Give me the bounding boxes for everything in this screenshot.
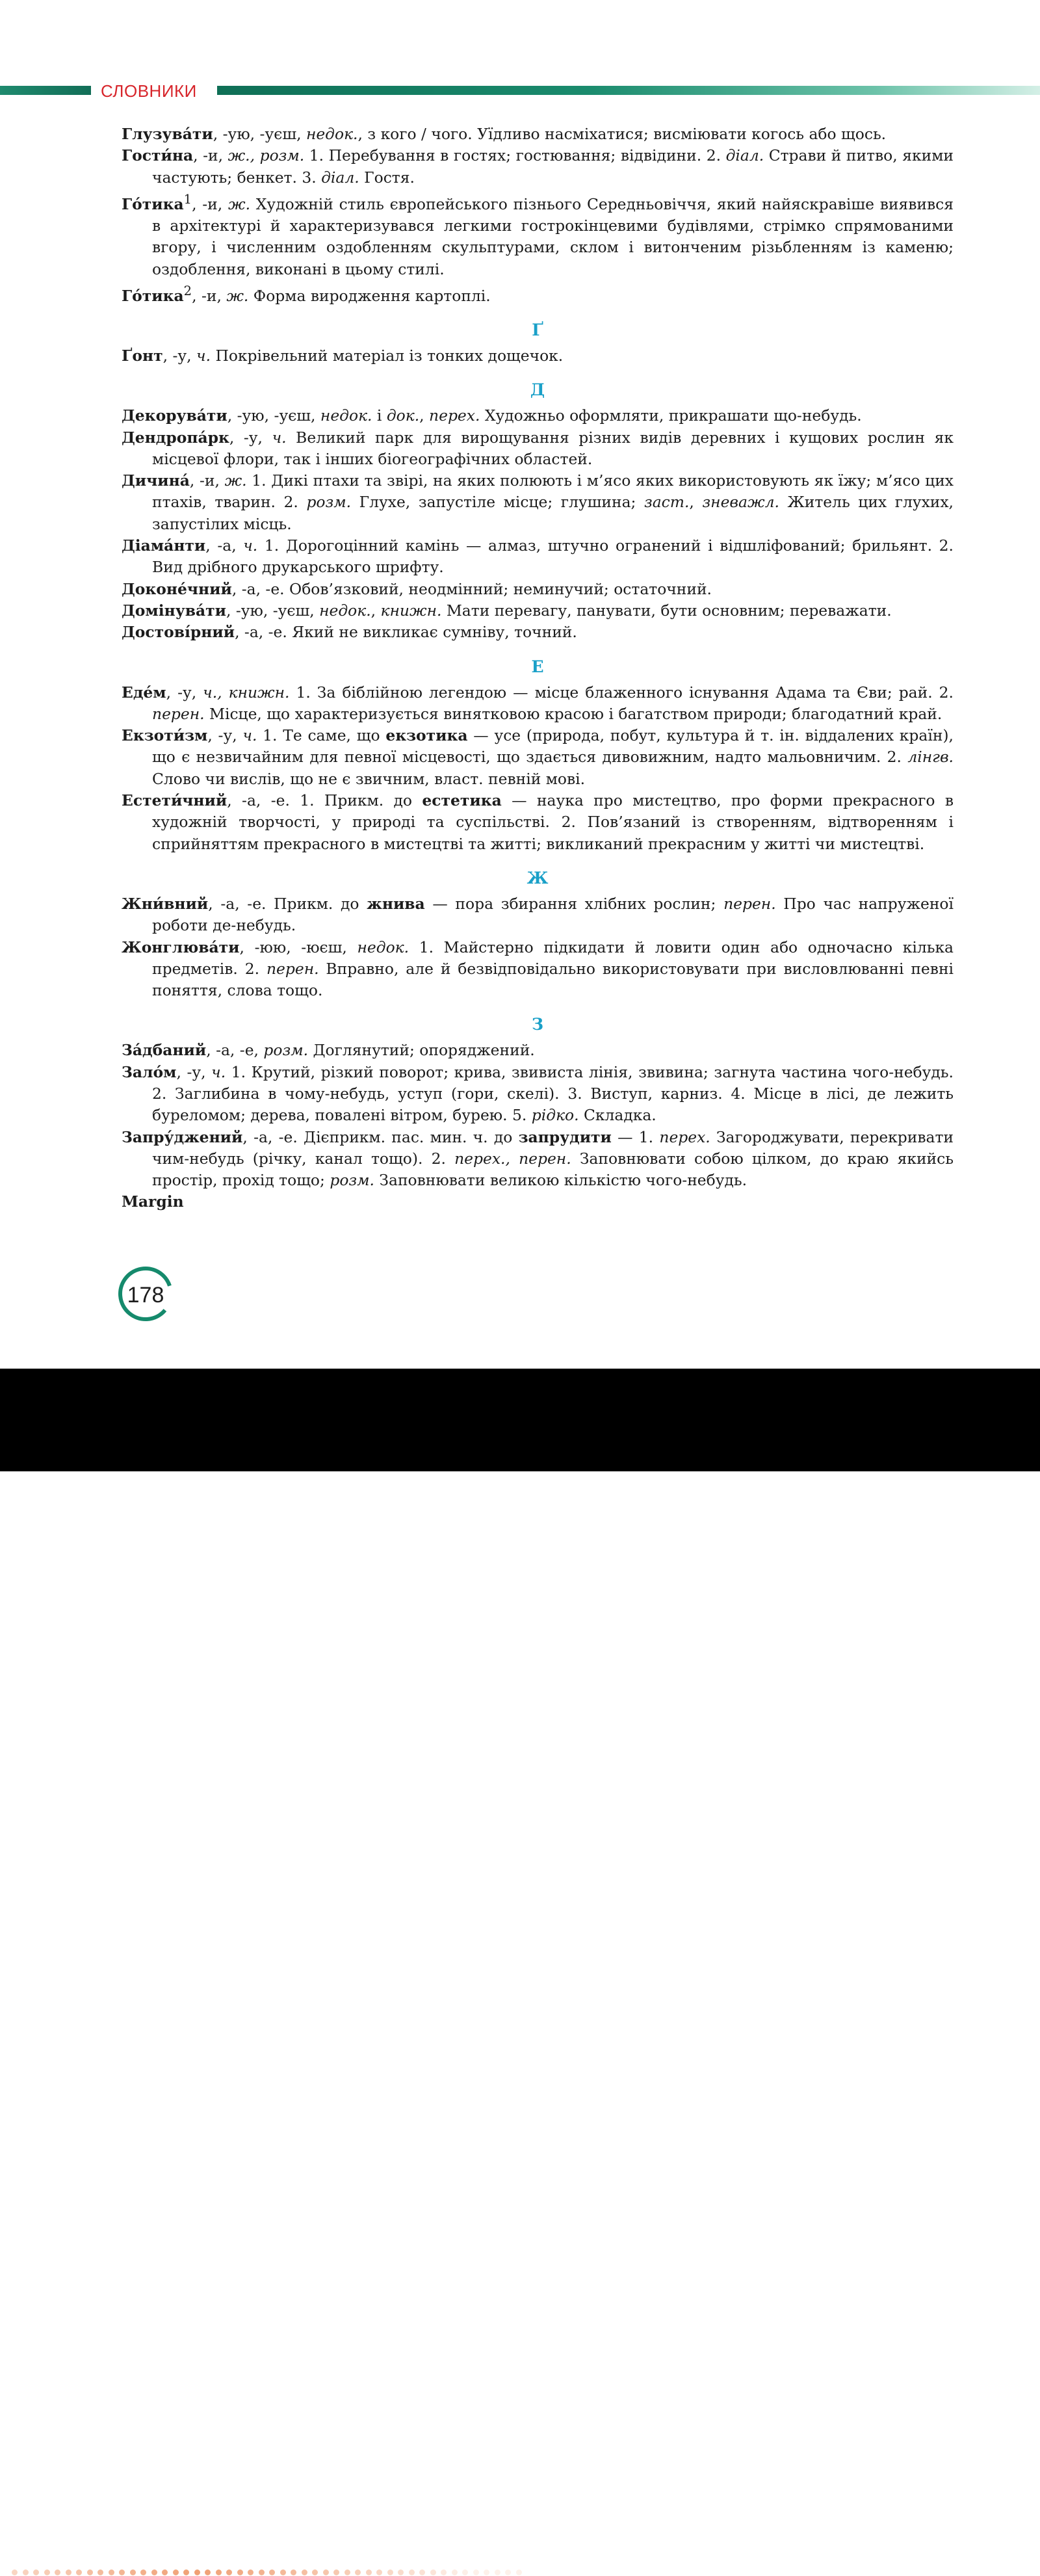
- footer-dot: [495, 2569, 500, 2575]
- footer-dot: [151, 2569, 157, 2575]
- dictionary-entry: Го́тика$^1$, -и, ж. Художній стиль європейського пізнього Середньовіччя, який найяскравіше виявився в архітектурі й характеризувався легкими гострокінцевими будівлями, стрімко спрямованими вгору, і численним оздобленням скульптурами, склом і витонченим різьбленням із каменю; оздоблення, виконані в цьому стилі.: [122, 191, 954, 278]
- page-footer: [0, 1261, 533, 1320]
- section-letter: Е: [531, 657, 544, 676]
- footer-dot: [333, 2569, 339, 2575]
- section-letter: Д: [530, 380, 545, 400]
- footer-dot: [44, 2569, 50, 2575]
- dictionary-entry: Діама́нти, -а, ч. 1. Дорогоцінний камінь — алмаз, штучно огранений і відшліфований; брильянт. 2. Вид дрібного друкарського шрифту.: [122, 536, 954, 577]
- footer-dot: [505, 2569, 511, 2575]
- footer-dot: [140, 2569, 146, 2575]
- footer-dot: [226, 2569, 232, 2575]
- footer-dot: [291, 2569, 296, 2575]
- footer-dot: [248, 2569, 254, 2575]
- footer-dot: [462, 2569, 468, 2575]
- footer-dot: [366, 2569, 372, 2575]
- footer-dot: [76, 2569, 82, 2575]
- footer-dot: [55, 2569, 60, 2575]
- footer-dot: [344, 2569, 350, 2575]
- header-bar-left: [0, 86, 91, 95]
- header-bar-right: [217, 86, 1040, 95]
- dictionary-entry: Домінува́ти, -ую, -уєш, недок., книжн. Мати перевагу, панувати, бути основним; переважати.: [122, 601, 892, 620]
- bottom-band: [0, 1369, 1040, 1471]
- footer-dot: [119, 2569, 125, 2575]
- dictionary-entry: Естети́чний, -а, -е. 1. Прикм. до естетика — наука про мистецтво, про форми прекрасного в художній творчості, у природі та суспільстві. 2. Пов’язаний із створенням, відтворенням і сприйняттям прекрасного в мистецтві та житті; викликаний прекрасним у житті чи мистецтві.: [122, 791, 954, 853]
- dictionary-content: [122, 124, 954, 1213]
- footer-dot: [376, 2569, 382, 2575]
- section-letter: Ґ: [532, 320, 543, 339]
- dictionary-entry: Еде́м, -у, ч., книжн. 1. За біблійною легендою — місце блаженного існування Адама та Єви; рай. 2. перен. Місце, що характеризується винятковою красою і багатством природи; благодатний край.: [122, 683, 954, 723]
- dictionary-entry: Дичина́, -и, ж. 1. Дикі птахи та звірі, на яких полюють і м’ясо яких використовують як їжу; м’ясо цих птахів, тварин. 2. розм. Глухе, запустіле місце; глушина; заст., зневажл. Житель цих глухих, запустілих місць.: [122, 471, 954, 533]
- footer-dot: [109, 2569, 114, 2575]
- footer-dot: [66, 2569, 72, 2575]
- footer-dot: [398, 2569, 404, 2575]
- page-number: 178: [127, 1283, 164, 1308]
- footer-dot: [12, 2569, 18, 2575]
- dictionary-entry: Дендропа́рк, -у, ч. Великий парк для вирощування різних видів деревних і кущових рослин як місцевої флори, так і інших біогеографічних областей.: [122, 428, 954, 468]
- footer-dot: [216, 2569, 222, 2575]
- footer-dot: [430, 2569, 436, 2575]
- dictionary-entry: Зало́м, -у, ч. 1. Крутий, різкий поворот; крива, звивиста лінія, звивина; загнута частина чого-небудь. 2. Заглибина в чому-небудь, уступ (гори, скелі). 3. Виступ, карниз. 4. Місце в лісі, де лежить буреломом; дерева, повалені вітром, бурею. 5. рідко. Складка.: [122, 1062, 954, 1125]
- footer-dot: [323, 2569, 329, 2575]
- dictionary-entry: Доконе́чний, -а, -е. Обов’язковий, неодмінний; неминучий; остаточний.: [122, 579, 712, 598]
- dictionary-entry: Гости́на, -и, ж., розм. 1. Перебування в гостях; гостювання; відвідини. 2. діал. Страви й питво, якими частують; бенкет. 3. діал. Гостя.: [122, 146, 954, 187]
- footer-dot: [259, 2569, 265, 2575]
- dictionary-entry: Жонглюва́ти, -юю, -юєш, недок. 1. Майстерно підкидати й ловити один або одночасно кілька предметів. 2. перен. Вправно, але й безвідповідально використовувати при висловлюванні певні поняття, слова тощо.: [122, 938, 954, 1000]
- footer-dot: [302, 2569, 307, 2575]
- footer-dot: [441, 2569, 447, 2575]
- footer-dot: [473, 2569, 479, 2575]
- footer-dot: [484, 2569, 489, 2575]
- footer-dot: [23, 2569, 29, 2575]
- footer-dot: [183, 2569, 189, 2575]
- dictionary-entry: За́дбаний, -а, -е, розм. Доглянутий; опоряджений.: [122, 1041, 535, 1060]
- footer-dot: [387, 2569, 393, 2575]
- footer-dot: [409, 2569, 415, 2575]
- dictionary-entry: Глузува́ти, -ую, -уєш, недок., з кого / чого. Уїдливо насміхатися; висміювати когось або щось.: [122, 125, 887, 143]
- section-letter: Ж: [526, 868, 549, 887]
- dictionary-entry: Екзоти́зм, -у, ч. 1. Те саме, що екзотика — усе (природа, побут, культура й т. ін. віддалених країн), що є незвичайним для певної місцевості, що здається дивовижним, надто мальовничим. 2. лінгв. Слово чи вислів, що не є звичним, власт. певній мові.: [122, 726, 954, 788]
- footer-dot: [237, 2569, 243, 2575]
- dictionary-entry: Запру́джений, -а, -е. Дієприкм. пас. мин. ч. до запрудити — 1. перех. Загороджувати, перекривати чим-небудь (річку, канал тощо). 2. перех., перен. Заповнювати собою цілком, до краю якийсь простір, прохід тощо; розм. Заповнювати великою кількістю чого-небудь.: [122, 1127, 954, 1190]
- footer-dot: [205, 2569, 211, 2575]
- footer-dot: [98, 2569, 103, 2575]
- footer-dot: [452, 2569, 458, 2575]
- footer-dot: [419, 2569, 425, 2575]
- dictionary-entry: Ґонт, -у, ч. Покрівельний матеріал із тонких дощечок.: [122, 346, 564, 365]
- dictionary-entry: Го́тика$^2$, -и, ж. Форма виродження картоплі.: [122, 283, 491, 305]
- dictionary-entry: Margin: [122, 1192, 184, 1211]
- footer-dot: [355, 2569, 361, 2575]
- footer-dot: [312, 2569, 318, 2575]
- dictionary-entry: Жни́вний, -а, -е. Прикм. до жнива — пора збирання хлібних рослин; перен. Про час напруженої роботи де-небудь.: [122, 894, 954, 935]
- footer-dot: [162, 2569, 168, 2575]
- footer-dot: [280, 2569, 286, 2575]
- dictionary-entry: Декорува́ти, -ую, -уєш, недок. і док., перех. Художньо оформляти, прикрашати що-небудь.: [122, 406, 862, 425]
- section-letter: З: [531, 1015, 544, 1034]
- footer-dot: [33, 2569, 39, 2575]
- header-title: СЛОВНИКИ: [101, 81, 197, 101]
- footer-dot: [173, 2569, 179, 2575]
- footer-dot: [269, 2569, 275, 2575]
- dictionary-entry: Достові́рний, -а, -е. Який не викликає сумніву, точний.: [122, 623, 577, 642]
- footer-dot: [87, 2569, 93, 2575]
- footer-dot: [130, 2569, 136, 2575]
- footer-dot: [194, 2569, 200, 2575]
- footer-dot: [516, 2569, 522, 2575]
